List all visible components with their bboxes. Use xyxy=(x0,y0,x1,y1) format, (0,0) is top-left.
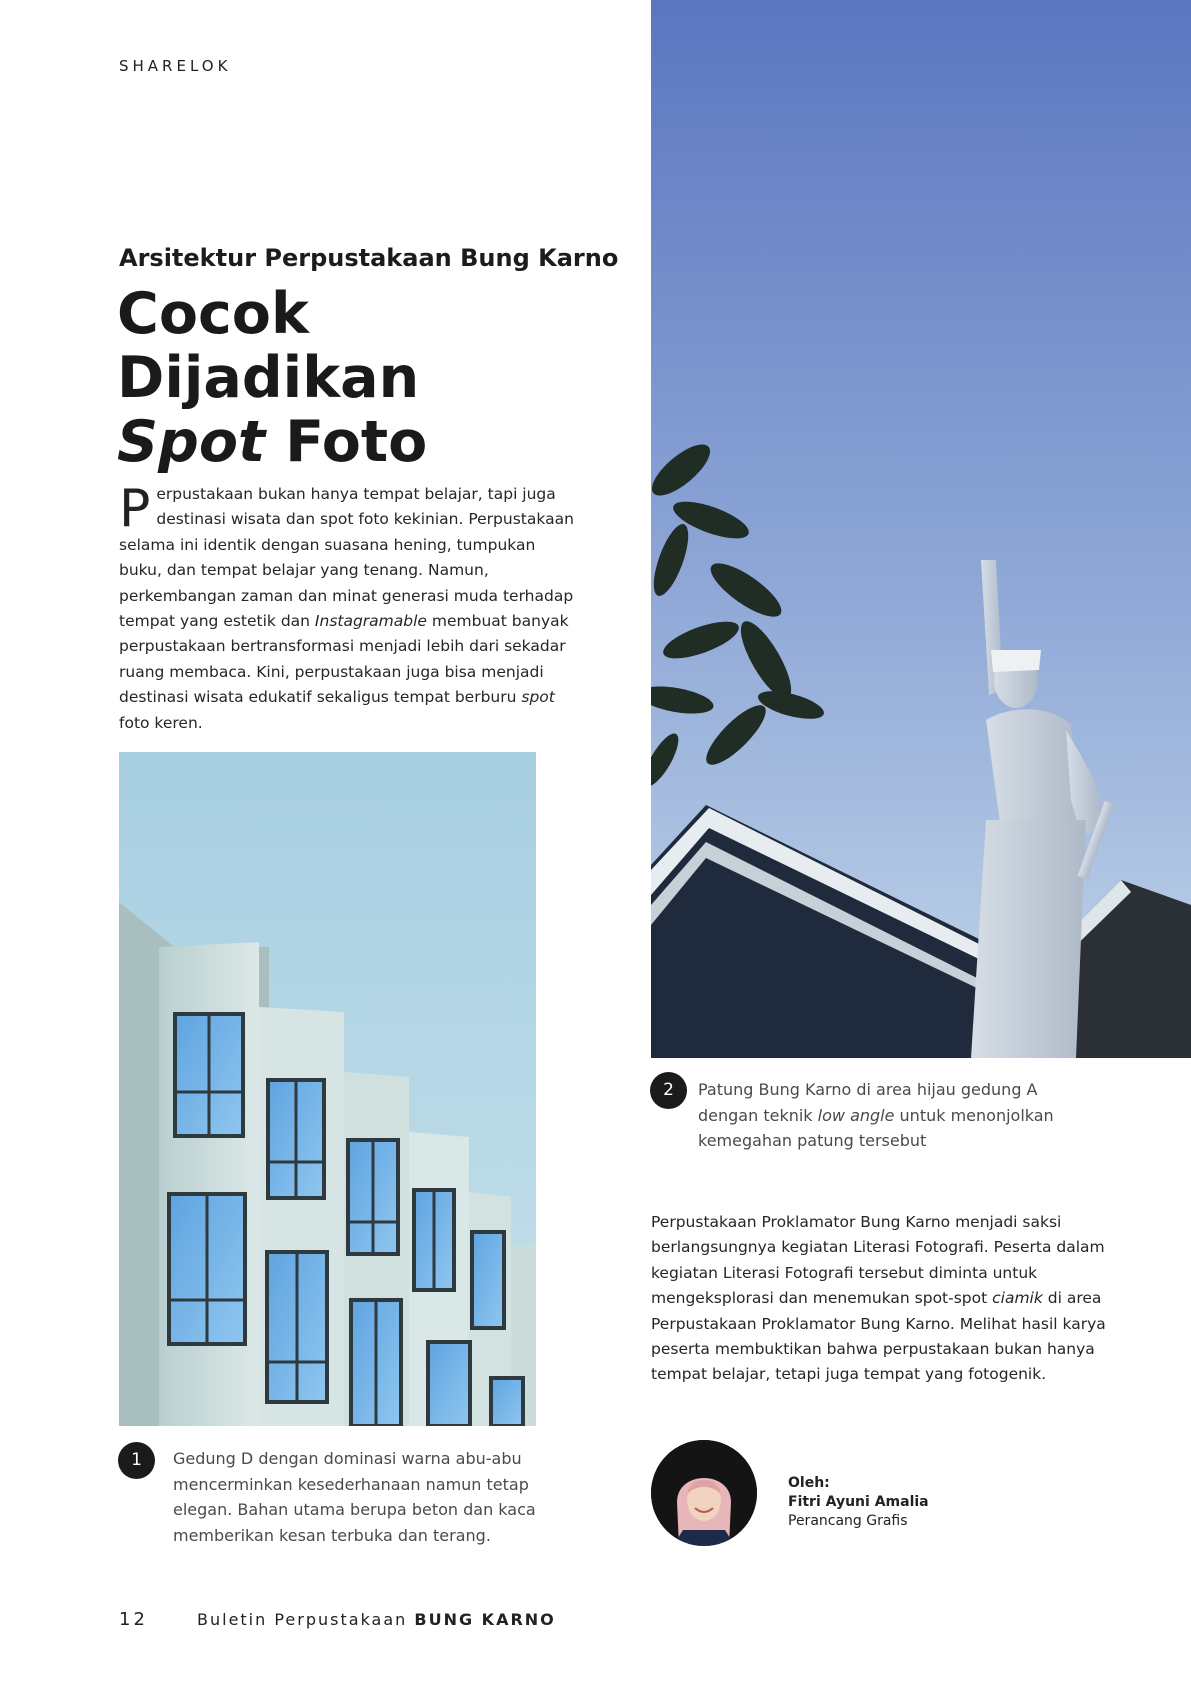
author-label: Oleh: xyxy=(788,1475,830,1491)
intro-paragraph xyxy=(119,479,579,736)
intro-text-1: erpustakaan bukan hanya tempat belajar, tapi juga destinasi wisata dan spot foto kekinian. Perpustakaan selama ini identik dengan suasana hening, tumpukan buku, dan tempat belajar yang tenang. Namun, perkembangan zaman dan minat generasi muda terhadap tempat yang estetik dan xyxy=(119,485,574,631)
caption-1-number-badge: 1 xyxy=(118,1442,155,1479)
intro-italic-2: spot xyxy=(521,688,555,707)
publication-prefix: Buletin Perpustakaan xyxy=(197,1610,415,1629)
statue-illustration xyxy=(651,0,1191,1058)
caption-2-number-badge: 2 xyxy=(650,1072,687,1109)
publication-bold: BUNG KARNO xyxy=(414,1610,556,1629)
caption-2-italic: low angle xyxy=(817,1105,895,1125)
body2-text-2: di area Perpustakaan Proklamator Bung Karno. Melihat hasil karya peserta membuktikan bahwa perpustakaan bukan hanya tempat belajar, tetapi juga tempat yang fotogenik. xyxy=(651,1289,1106,1384)
body2-text-1: Perpustakaan Proklamator Bung Karno menjadi saksi berlangsungnya kegiatan Literasi Fotografi. Peserta dalam kegiatan Literasi Fotografi tersebut diminta untuk mengeksplorasi dan menemukan spot-spot xyxy=(651,1213,1105,1308)
caption-2-text xyxy=(698,1077,1098,1154)
intro-italic-1: Instagramable xyxy=(314,612,427,631)
author-name: Fitri Ayuni Amalia xyxy=(788,1494,929,1510)
author-role: Perancang Grafis xyxy=(788,1513,908,1529)
author-avatar xyxy=(651,1440,757,1546)
intro-text-3: foto keren. xyxy=(119,713,203,732)
author-portrait xyxy=(651,1440,757,1546)
photo-building-d xyxy=(119,752,536,1426)
body-paragraph-2 xyxy=(651,1210,1106,1388)
photo-statue xyxy=(651,0,1191,1058)
dropcap: P xyxy=(119,479,151,539)
article-title xyxy=(117,282,617,474)
intro-text-2: membuat banyak perpustakaan bertransformasi menjadi lebih dari sekadar ruang membaca. Kini, perpustakaan juga bisa menjadi destinasi wisata edukatif sekaligus tempat berburu xyxy=(119,612,569,707)
article-kicker: Arsitektur Perpustakaan Bung Karno xyxy=(119,244,619,272)
title-italic-word: Spot xyxy=(117,409,266,475)
body2-italic: ciamik xyxy=(992,1289,1043,1308)
caption-2-text-post: untuk menonjolkan kemegahan patung tersebut xyxy=(698,1105,1054,1150)
section-label: SHARELOK xyxy=(119,57,232,75)
publication-name xyxy=(197,1610,556,1629)
title-line-1: Cocok Dijadikan xyxy=(117,281,420,411)
page-number: 12 xyxy=(119,1609,148,1630)
caption-2-text-pre: Patung Bung Karno di area hijau gedung A dengan teknik xyxy=(698,1080,1038,1125)
title-line-2-rest: Foto xyxy=(265,409,428,475)
building-illustration xyxy=(119,752,536,1426)
caption-1-text: Gedung D dengan dominasi warna abu-abu mencerminkan kesederhanaan namun tetap elegan. Bahan utama berupa beton dan kaca memberikan kesan terbuka dan terang. xyxy=(173,1449,536,1545)
author-block xyxy=(788,1474,929,1531)
